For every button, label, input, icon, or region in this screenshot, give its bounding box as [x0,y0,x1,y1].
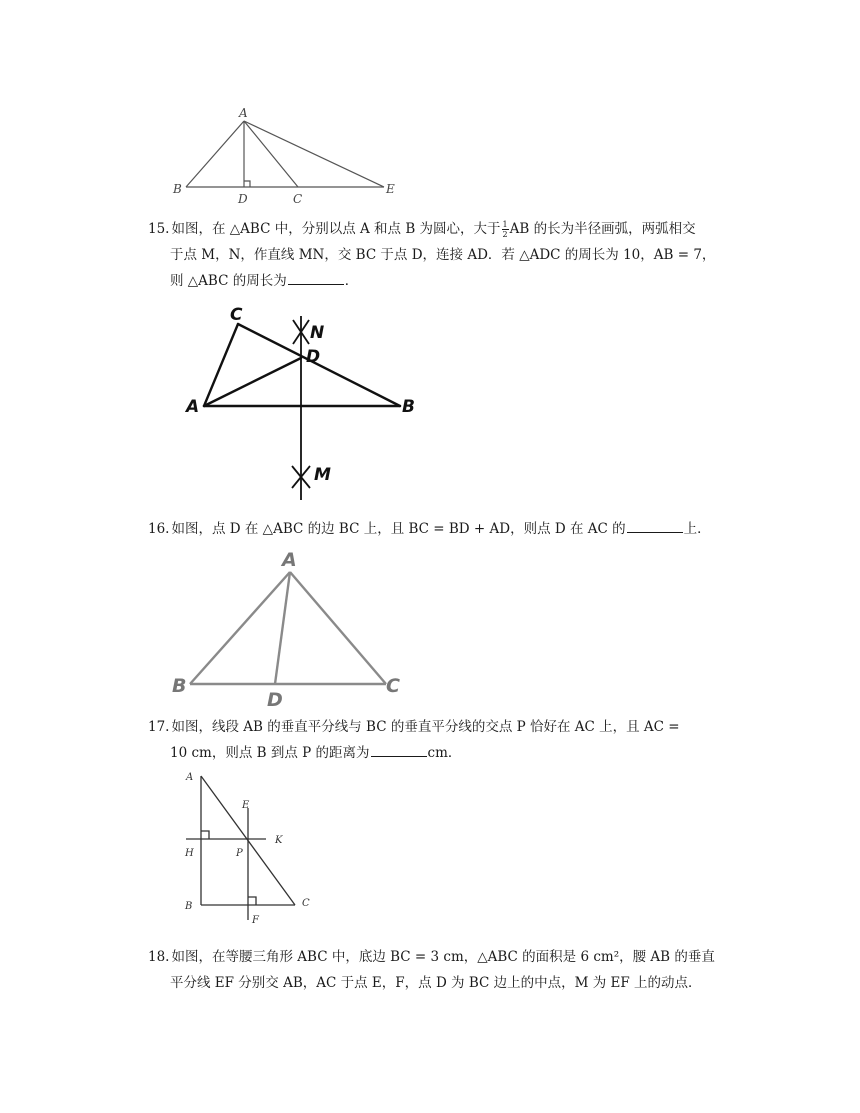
label-c: C [302,898,310,909]
segment-ae [244,121,384,187]
problem-17-line-1 [148,714,738,740]
problem-text: 如图，在 △ABC 中，分别以点 A 和点 B 为圆心，大于 [171,221,501,237]
label-b: B [185,901,193,912]
right-angle-mark-f [248,897,256,905]
problem-number: 15. [148,221,170,237]
problem-text: 则 △ABC 的周长为 [170,273,287,289]
label-p: P [236,848,243,859]
label-k: K [275,835,283,846]
problem-15 [148,216,738,294]
problem-number: 18. [148,949,170,965]
label-c: C [230,305,243,325]
segment-ad [275,572,290,684]
figure-1-triangle-abe [160,100,420,210]
right-angle-mark [244,181,250,187]
label-d: D [306,347,321,367]
label-c: C [293,192,303,206]
fraction-numerator: 1 [502,220,508,229]
label-h: H [185,848,194,859]
label-a: A [282,549,297,571]
problem-15-line-3 [148,268,738,294]
label-d: D [267,689,283,711]
problem-text: 如图，点 D 在 △ABC 的边 BC 上，且 BC = BD + AD，则点 D 在 AC 的 [171,521,626,537]
problem-15-line-2: 于点 M，N，作直线 MN，交 BC 于点 D，连接 AD．若 △ADC 的周长为 10，AB = 7， [170,247,716,263]
label-a: A [186,772,194,783]
segment-ab [186,121,244,187]
problem-18-line-1 [148,944,738,970]
problem-text: 10 cm，则点 B 到点 P 的距离为 [170,745,370,761]
problem-text: 上． [683,521,711,537]
problem-number: 17. [148,719,170,735]
figure-3-triangle-abc [168,542,418,712]
problem-16 [148,516,738,542]
label-d: D [238,192,248,206]
label-b: B [172,675,187,697]
problem-17 [148,714,738,766]
figure-4-right-triangle [178,768,328,928]
problem-text: 如图，线段 AB 的垂直平分线与 BC 的垂直平分线的交点 P 恰好在 AC 上，且 AC = [171,719,680,735]
label-n: N [310,323,325,343]
label-e: E [242,800,250,811]
segment-ac [290,572,386,684]
problem-16-line-1 [148,516,738,542]
segment-ac [244,121,298,187]
answer-blank[interactable] [288,270,344,285]
segment-ab [190,572,290,684]
fraction-denominator: 2 [502,230,508,239]
label-f: F [252,915,259,926]
label-m: M [314,465,331,485]
problem-17-line-2 [148,740,738,766]
problem-text: AB 的长为半径画弧，两弧相交 [509,221,696,237]
segment-ca [204,324,238,406]
problem-text: cm． [427,745,462,761]
figure-2-construction [180,300,430,510]
segment-ad [204,358,301,406]
label-a: A [239,106,248,120]
label-b: B [402,397,415,417]
problem-18-line-2: 平分线 EF 分别交 AB，AC 于点 E，F，点 D 为 BC 边上的中点，M 为 EF 上的动点． [170,975,702,991]
fraction-one-half [502,220,509,239]
label-b: B [173,182,182,196]
right-angle-mark-h [201,831,209,839]
problem-number: 16. [148,521,170,537]
label-a: A [186,397,200,417]
label-e: E [386,182,395,196]
problem-15-line-1 [148,216,738,242]
label-c: C [386,675,400,697]
answer-blank[interactable] [627,518,683,533]
problem-text: 如图，在等腰三角形 ABC 中，底边 BC = 3 cm，△ABC 的面积是 6 cm²，腰 AB 的垂直 [171,949,715,965]
answer-blank[interactable] [371,742,427,757]
problem-text: ． [344,273,359,289]
problem-18 [148,944,738,996]
